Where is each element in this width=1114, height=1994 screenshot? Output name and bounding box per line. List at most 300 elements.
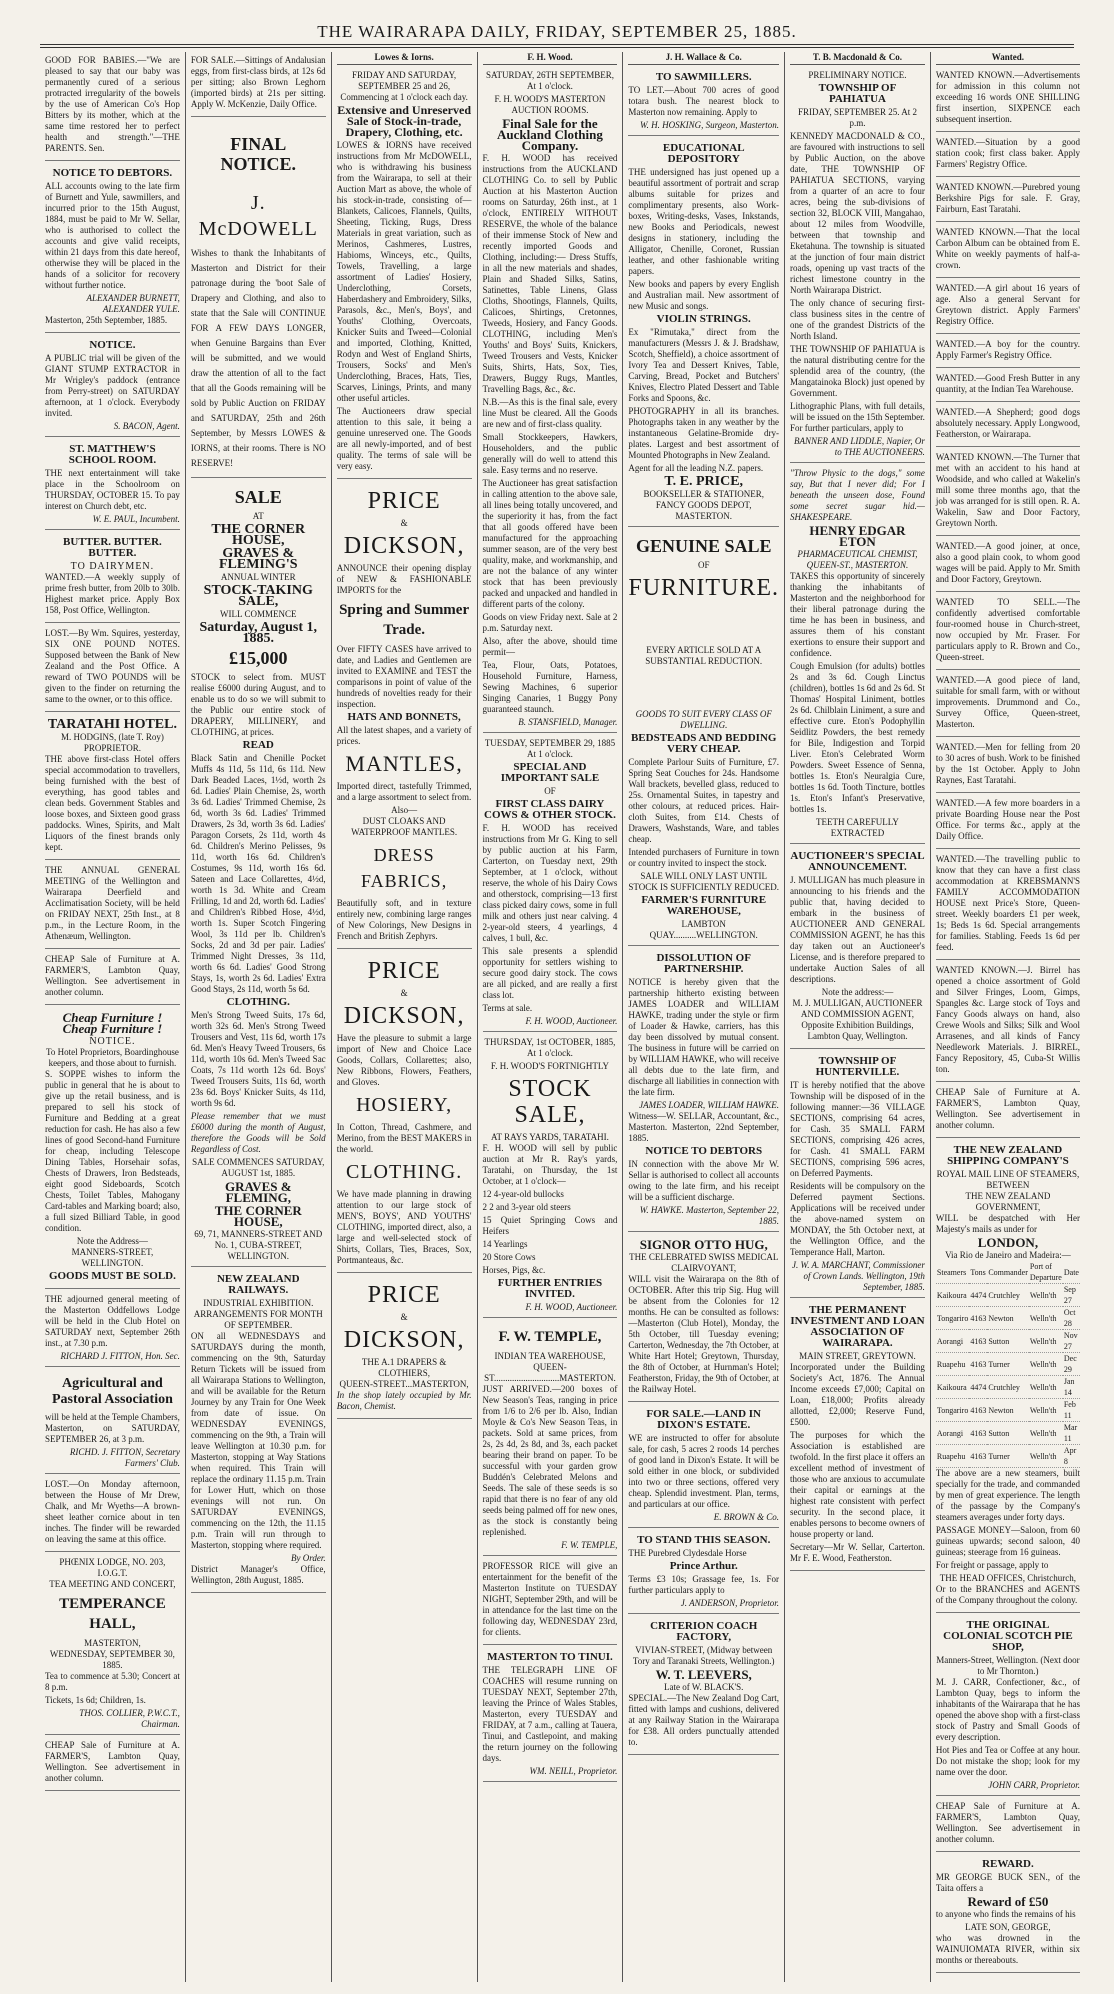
- ad-heading: FOR SALE.—LAND IN DIXON'S ESTATE.: [646, 1408, 762, 1431]
- ad-text: WANTED.—Situation by a good station cook; first class baker. Apply Farmers' Registry Office.: [935, 137, 1080, 169]
- ad-signature: JOHN CARR, Proprietor.: [988, 1780, 1080, 1790]
- ad-signor-hug: [628, 1234, 779, 1402]
- ad-heading: VIOLIN STRINGS.: [656, 313, 751, 325]
- ad-subheading: PHŒNIX LODGE, NO. 203, I.O.G.T.: [59, 1557, 166, 1578]
- ad-address: QUEEN-STREET...MASTERTON,: [339, 1379, 469, 1389]
- ad-text: THE next entertainment will take place in the Schoolroom on THURSDAY, OCTOBER 15. To pay interest on Church debt, etc.: [45, 468, 180, 511]
- list-item: 14 Yearlings: [482, 1239, 528, 1249]
- table-cell: Apr 8: [1063, 1445, 1080, 1468]
- ad-address: QUEEN-ST.............................MASTERTON.: [484, 1362, 616, 1383]
- ad-heading: CLOTHING.: [226, 996, 290, 1008]
- ad-text: WANTED.—A Shepherd; good dogs absolutely necessary. Apply Longwood, Featherston, or Wairarapa.: [935, 407, 1080, 439]
- ad-text: MR GEORGE BUCK SEN., of the Taita offers a: [935, 1872, 1080, 1893]
- ad-signature: F. W. TEMPLE,: [561, 1540, 618, 1550]
- ad-text: WE are instructed to offer for absolute sale, for cash, 5 acres 2 roods 14 perches of good land in Dixon's Estate. It will be sold either in one block, or subdivided into two or three sections, offered very cheap. Splendid investment. Plan, terms, and particulars at our office.: [628, 1433, 780, 1509]
- ad-text: CHEAP Sale of Furniture at A. FARMER'S, Lambton Quay, Wellington. See advertisement in another column.: [935, 1801, 1080, 1844]
- ad-subheading: TEETH CAREFULLY EXTRACTED: [816, 817, 899, 838]
- ad-signature: JAMES LOADER, WILLIAM HAWKE.: [639, 1100, 780, 1110]
- ad-heading: EDUCATIONAL DEPOSITORY: [662, 142, 745, 165]
- ad-subheading: AT: [252, 511, 264, 521]
- column-2: [186, 52, 332, 1982]
- ad-signature: J. ANDERSON, Proprietor.: [680, 1598, 780, 1608]
- ad-text: Please remember that we must £6000 during the month of August, therefore the Goods will be Sold Regardless of Cost.: [190, 1111, 326, 1154]
- ad-subheading: SALE COMMENCES SATURDAY, AUGUST 1st, 1885.: [192, 1157, 325, 1178]
- ad-text: NOTICE is hereby given that the partnership hitherto existing between JAMES LOADER and WILLIAM HAWKE, trading under the style or firm of Loader & Hawke, carriers, has this day been dissolved by mutual consent. The business in future will be carried on by WILLIAM HAWKE, who will receive all debts due to the late firm, and discharge all liabilities in connection with the late firm.: [628, 977, 780, 1097]
- ad-text: The purposes for which the Association is established are twofold. In the first place it offers an excellent method of investment of those who are anxious to accumulate their capital or earnings at the highest rate consistent with perfect security. In the second place, it enables persons to become owners of house property or land.: [790, 1430, 925, 1539]
- table-header: Commander: [987, 1261, 1029, 1284]
- ad-text: A PUBLIC trial will be given of the GIANT STUMP EXTRACTOR in Mr Wrigley's paddock (entrance from Perry-street) on SATURDAY afternoon, at 1 o'clock. Everybody invited.: [45, 353, 180, 418]
- ad-signature: W. H. HOSKING, Surgeon, Masterton.: [639, 120, 780, 130]
- ad-text: PROFESSOR RICE will give an entertainment for the benefit of the Masterton Institute on TUESDAY NIGHT, September 29th, and will be in attendance for the last time on the following day, WEDNESDAY 23rd, for clients.: [482, 1561, 618, 1637]
- ad-temperance: [45, 1554, 180, 1735]
- ad-text: IT is hereby notified that the above Township will be disposed of in the following manner:—36 VILLAGE SECTIONS, comprising 64 acres, for Cash. 35 SMALL FARM SECTIONS, comprising 426 acres, for Cash. 41 SMALL FARM SECTIONS, comprising 596 acres, on Deferred Payments.: [790, 1080, 925, 1178]
- ad-heading: GOODS MUST BE SOLD.: [48, 1270, 176, 1282]
- ad-lost-notes: [45, 625, 180, 712]
- ad-text: WANTED.—A boy for the country. Apply Farmer's Registry Office.: [935, 339, 1080, 360]
- ad-text: LOST.—By Wm. Squires, yesterday, SIX ONE POUND NOTES. Supposed between the Bank of New Zealand and the Post Office. A reward of TWO POUNDS will be given to the finder on returning the same to the owner, or to this office.: [45, 628, 180, 704]
- ad-subheading: OF: [697, 560, 710, 570]
- ad-taratahi-hotel: [45, 714, 180, 860]
- ad-lost-cornice: [45, 1476, 180, 1552]
- ad-heading: ST. MATTHEW'S SCHOOL ROOM.: [68, 443, 157, 466]
- ad-text: CHEAP Sale of Furniture at A. FARMER'S, Lambton Quay, Wellington. See advertisement in another column.: [45, 1740, 180, 1783]
- ad-text: THE undersigned has just opened up a beautiful assortment of portrait and scrap albums suitable for prizes and complimentary presents, also Work-boxes, Writing-desks, Vases, Inkstands, new Books and Periodicals, newest designs in stationery, including the Alligator, Chenille, Coronet, Russian leather, and other fashionable writing papers.: [628, 167, 780, 276]
- ad-text: who was drowned in the WAINUIOMATA RIVER, within six months or thereabouts.: [935, 1933, 1080, 1965]
- ad-heading: CLOTHING.: [346, 1161, 463, 1183]
- ad-text: WILL visit the Wairarapa on the 8th of OCTOBER. After this trip Sig. Hug will be absent from the Colonies for 12 months. He can be consulted as follows:—Masterton (Club Hotel), Monday, the 5th October, till Tuesday evening; Carterton, Wednesday, the 7th October, at White Hart Hotel; Greytown, Thursday, the 8th of October, at Hurnman's Hotel; Featherston, Friday, the 9th of October, at the Railway Hotel.: [628, 1274, 780, 1394]
- ad-text: M. J. MULLIGAN, AUCTIONEER AND COMMISSION AGENT, Opposite Exhibition Buildings, Lambton Quay, Wellington.: [792, 998, 923, 1041]
- wanted-3: [936, 179, 1080, 222]
- ad-heading: PRICE: [367, 1282, 441, 1308]
- ad-text: Residents will be compulsory on the Deferred payment Sections. Applications will be received under the above-named system on MONDAY, the 5th October next, at the Wellington Office, and the Temperance Hall, Marton.: [790, 1181, 925, 1257]
- ad-text: Tickets, 1s 6d; Children, 1s.: [45, 1695, 146, 1705]
- table-row: [936, 1399, 1080, 1422]
- ad-heading: J. McDOWELL: [198, 192, 318, 240]
- ad-text: Cough Emulsion (for adults) bottles 2s and 3s 6d. Cough Linctus (children), bottles 1s 6d and 2s 6d. St Thomas' Hospital Liniment, bottles 2s 6d. Chilblain Liniment, a sure and effective cure. Eton's Podophyllin Seidlitz Powders, the best remedy for Bile, Indigestion and Torpid Liver. Eton's Celebrated Worm Powders. Sweet Essence of Senna, bottles 1s. Eton's Neuralgia Cure, bottles 1s 6d. Tooth Tincture, bottles 1s. Eton's Infant's Preservative, bottles 1s.: [790, 661, 925, 814]
- ad-text: This sale presents a splendid opportunity for settlers wishing to secure good dairy stock. The cows are all picked, and are really a first class lot.: [482, 946, 618, 1000]
- ad-signature: By Order.: [291, 1553, 326, 1563]
- ad-text: CHEAP Sale of Furniture at A. FARMER'S, Lambton Quay, Wellington. See advertisement in another column.: [935, 1087, 1080, 1130]
- column-4: [478, 52, 624, 1982]
- masthead-rule: [40, 44, 1074, 45]
- ad-text: The above are a new steamers, built specially for the trade, and commanded by men of great experience. The length of the passage by the Company's steamers averages under forty days.: [935, 1468, 1080, 1522]
- list-item: 2 2 and 3-year old steers: [482, 1202, 571, 1212]
- table-cell: Feb 11: [1063, 1399, 1080, 1422]
- ad-subheading: AT RAYS YARDS, TARATAHI.: [491, 1132, 609, 1142]
- ad-heading: GENUINE SALE: [635, 536, 772, 556]
- wanted-10: [936, 538, 1080, 592]
- ad-heading: MANTLES,: [345, 751, 463, 776]
- ad-subheading: THE CELEBRATED SWISS MEDICAL CLAIRVOYANT,: [629, 1252, 779, 1273]
- ad-text: Intended purchasers of Furniture in town or country invited to inspect the stock.: [628, 847, 780, 868]
- ad-reward: [936, 1854, 1080, 1973]
- ad-heading: TOWNSHIP OF HUNTERVILLE.: [815, 1055, 900, 1078]
- ad-heading: BEDSTEADS AND BEDDING VERY CHEAP.: [630, 732, 777, 755]
- wanted-1: [936, 67, 1080, 132]
- ad-text: WANTED.—A good joiner, at once, also a good plain cook, to whom good wages will be paid. Apply to Mr. Smith and Door Factory, Greytown.: [935, 541, 1080, 584]
- ad-text: Terms £3 10s; Grassage fee, 1s. For further particulars apply to: [628, 1574, 780, 1595]
- ad-text: WILL be despatched with Her Majesty's mails as under for: [935, 1213, 1080, 1234]
- wanted-5: [936, 280, 1080, 334]
- ad-subheading: MAIN STREET, GREYTOWN.: [799, 1351, 916, 1361]
- ad-text: Men's Strong Tweed Suits, 17s 6d, worth 32s 6d. Men's Strong Tweed Trousers and Vest, 11s 6d, worth 17s 6d. Men's Heavy Tweed Trousers, 6s 11d, worth 10s 6d. Men's Tweed Sac Coats, 7s 11d worth 12s 6d. Boys' Tweed Trousers Suits, 11s 6d, worth 23s 6d. Boys' Knicker Suits, 4s 11d, worth 9s 6d.: [190, 1010, 326, 1108]
- ad-subheading: MASTERTON,: [84, 1638, 141, 1648]
- ad-lowes-extensive: [337, 67, 472, 479]
- ad-text: WANTED.—A few more boarders in a private Boarding House near the Post Office. For terms &c., apply at the Daily Office.: [935, 798, 1080, 841]
- ad-signature: WM. NEILL, Proprietor.: [529, 1766, 618, 1776]
- ad-subheading: Via Rio de Janeiro and Madeira:—: [945, 1250, 1071, 1260]
- ad-date: FRIDAY AND SATURDAY, SEPTEMBER 25 and 26, Commencing at 1 o'clock each day.: [340, 70, 468, 102]
- ad-signature: F. H. WOOD, Auctioneer.: [525, 1016, 618, 1026]
- ad-signature: RICHD. J. FITTON, Secretary Farmers' Club.: [69, 1447, 180, 1468]
- ad-heading: Final Sale for the Auckland Clothing Company.: [497, 116, 603, 153]
- table-cell: Welln'th: [1029, 1307, 1063, 1330]
- ad-text: In the shop lately occupied by Mr. Bacon, Chemist.: [336, 1390, 472, 1411]
- ad-text: The only chance of securing first-class business sites in the centre of one of the grandest Districts of the North Island.: [790, 298, 925, 341]
- wanted-2: [936, 134, 1080, 177]
- ad-agricultural: [45, 1369, 180, 1474]
- ad-sawmillers: [628, 67, 779, 136]
- ad-heading: Saturday, August 1, 1885.: [199, 620, 317, 646]
- ad-subheading: F. H. WOOD'S FORTNIGHTLY: [490, 1061, 609, 1071]
- table-cell: 4474: [969, 1284, 987, 1307]
- table-cell: Kaikoura: [936, 1376, 969, 1399]
- ad-wood-stock-sale: [483, 1034, 618, 1318]
- ad-heading: LONDON,: [977, 1235, 1039, 1250]
- ad-heading: SALE: [234, 487, 282, 507]
- ad-cheap-sale: [45, 951, 180, 1005]
- ad-subheading: PHARMACEUTICAL CHEMIST, QUEEN-ST., MASTERTON.: [797, 549, 918, 570]
- ad-text: IN connection with the above Mr W. Sellar is authorised to collect all accounts owing to the late firm, and his receipt will be a sufficient discharge.: [628, 1159, 780, 1202]
- ad-permanent-investment: [790, 1300, 925, 1571]
- ad-heading: Reward of £50: [967, 1894, 1049, 1909]
- ad-heading: REWARD.: [982, 1858, 1034, 1870]
- column-1: [40, 52, 186, 1982]
- ad-signature: BANNER AND LIDDLE, Napier, Or to THE AUCTIONEERS.: [794, 436, 925, 457]
- ad-subheading: ANNUAL WINTER: [220, 572, 296, 582]
- column-header: Lowes & Iorns.: [337, 52, 472, 65]
- ad-oddfellows: [45, 1291, 180, 1367]
- ad-text: WANTED KNOWN.—The Turner that met with an accident to his hand at Woodside, and who called at Wakelin's mill some three months ago, that the job was arranged for is still open. R. A. Wakelin, Saw and Door Factory, Greytown North.: [935, 452, 1080, 528]
- ad-signature: J. W. A. MARCHANT, Commissioner of Crown Lands. Wellington, 19th September, 1885.: [792, 1260, 925, 1292]
- ad-text: S. SOPPE wishes to inform the public in general that he is about to give up the retail business, and is prepared to sell his stock of Furniture and Bedding at a great reduction for cash. He has also a few lines of good Second-hand Furniture for cheap, including Telescope Dining Tables, Horsehair sofas, Chests of Drawers, Iron Bedsteads, eight good Sideboards, Scotch Chests, Toilet Tables, Mahogany Card-tables and Marking board; also, a full sized Billiard Table, in good condition.: [45, 1069, 180, 1233]
- table-cell: Turner: [987, 1353, 1029, 1376]
- list-item: Horses, Pigs, &c.: [482, 1265, 546, 1275]
- ad-cheap-furniture: [45, 1007, 180, 1289]
- table-row: [936, 1376, 1080, 1399]
- ad-signature: ALEXANDER BURNETT, ALEXANDER YULE.: [86, 293, 180, 314]
- ad-subheading: DUST CLOAKS AND WATERPROOF MANTLES.: [351, 816, 458, 837]
- ad-text: The Auctioneer has great satisfaction in calling attention to the above sale, all lines being totally uncovered, and the superiority it has, from the fact that all goods offered have been manufactured for the approaching summer season, are of the very best quality, make, and workmanship, and are not the balance of any winter stock that has been previously packed and unpacked and handled in different parts of the colony.: [482, 478, 618, 609]
- ad-heading: GRAVES & FLEMING,: [224, 1179, 292, 1205]
- ad-text: Wishes to thank the Inhabitants of Masterton and District for their patronage during the 'boot Sale of Drapery and Clothing, and also to state that the Sale will CONTINUE FOR A FEW DAYS LONGER, when Genuine Bargains than Ever will be submitted, and we would draw the attention of all to the fact that all the Goods remaining will be sold by Public Auction on FRIDAY and SATURDAY, 25th and 26th September, by Messrs LOWES & IORNS, at their rooms. There is NO RESERVE!: [190, 248, 326, 468]
- ad-subheading: WILL COMMENCE: [220, 609, 297, 619]
- table-cell: Newton: [987, 1307, 1029, 1330]
- ad-heading: NEW ZEALAND RAILWAYS.: [216, 1273, 300, 1296]
- ad-date: SATURDAY, 26TH SEPTEMBER, At 1 o'clock.: [485, 70, 614, 91]
- ad-text: Beautifully soft, and in texture entirely new, combining large ranges of New Colorings, New Designs in French and British Zephyrs.: [336, 898, 472, 941]
- ad-text: Have the pleasure to submit a large import of New and Choice Lace Goods, Collars, Collarettes; also, New Ribbons, Flowers, Feathers, and Gloves.: [336, 1033, 472, 1087]
- table-cell: Sutton: [987, 1330, 1029, 1353]
- ad-text: ANNOUNCE their opening display of NEW & FASHIONABLE IMPORTS for the: [336, 563, 472, 595]
- ad-date: Masterton, 25th September, 1885.: [45, 315, 168, 325]
- ad-temple-tea: [483, 1320, 618, 1556]
- ad-subheading: LATE SON, GEORGE,: [965, 1922, 1051, 1932]
- ad-text: Tea to commence at 5.30; Concert at 8 p.m.: [45, 1671, 180, 1692]
- wanted-13: [936, 739, 1080, 793]
- ad-price-dickson-lace: [337, 951, 472, 1273]
- list-item: 15 Quiet Springing Cows and Heifers: [482, 1215, 618, 1236]
- ad-heading: STOCK SALE,: [508, 1076, 592, 1128]
- ad-school-room: [45, 439, 180, 530]
- ad-professor-rice: [483, 1558, 618, 1645]
- ad-butter: [45, 532, 180, 623]
- ad-note: Note the address:—: [821, 987, 894, 997]
- ad-text: LOWES & IORNS have received instructions from Mr McDOWELL, who is withdrawing his business from the Wairarapa, to sell at their Auction Mart as above, the whole of his stock-in-trade, consisting of— Blankets, Calicoes, Flannels, Quilts, Sheeting, Ticking, Rugs, Dress Materials in great variation, such as Merinos, Cashmeres, Lustres, Habioms, Winceys, etc., Quilts, Towels, Travelling, a large assortment of Ladies' Hosiery, Underclothing, Corsets, Haberdashery and Embroidery, Silks, Parasols, &c., Men's, Boys', and Youths' Clothing, Overcoats, Knicker Suits and Tweed—Colonial and imported, Clothing, Knitted, Rodyn and West of England Shirts, Trousers, Socks' and Men's Underclothing, Braces, Hats, Ties, Scarves, Linings, Prints, and many other useful articles.: [336, 140, 472, 403]
- ad-andalusian-eggs: [191, 52, 326, 117]
- wanted-6: [936, 336, 1080, 368]
- ad-text: will be held at the Temple Chambers, Masterton, on SATURDAY, SEPTEMBER 26, at 3 p.m.: [45, 1412, 180, 1444]
- ad-heading: FIRST CLASS DAIRY COWS & OTHER STOCK.: [484, 798, 616, 821]
- ad-subheading: INDUSTRIAL EXHIBITION.: [203, 1298, 314, 1308]
- ad-signature: E. BROWN & Co.: [713, 1512, 780, 1522]
- ad-amp: &: [400, 1312, 408, 1322]
- ad-subheading: INDIAN TEA WAREHOUSE,: [494, 1351, 606, 1361]
- ad-text: Imported direct, tastefully Trimmed, and a large assortment to select from.: [336, 781, 472, 802]
- ad-text: WANTED KNOWN.—That the local Carbon Album can be obtained from E. White on weekly payments of half-a-crown.: [935, 227, 1080, 270]
- table-row: [936, 1330, 1080, 1353]
- column-5: [623, 52, 785, 1982]
- ad-subheading: TEA MEETING AND CONCERT,: [49, 1579, 176, 1589]
- ad-text: KENNEDY MACDONALD & CO., are favoured with instructions to sell by Public Auction, on the above date, THE TOWNSHIP OF PAHIATUA SECTIONS, varying from a quarter of an acre to four acres, being the sub-divisions of section 32, BLOCK VIII, Mangahao, about 12 miles from Woodville, between that township and Eketahuna. The township is situated at the junction of four main district roads, opening up vast tracts of the richest limestone country in the North Wairarapa District.: [790, 131, 925, 295]
- ad-text: Terms at sale.: [482, 1003, 533, 1013]
- table-cell: Aorangi: [936, 1422, 969, 1445]
- masthead: [0, 0, 1114, 48]
- ad-text: GOODS TO SUIT EVERY CLASS OF DWELLING.: [635, 709, 772, 730]
- table-cell: Sep 27: [1063, 1284, 1080, 1307]
- ad-heading: THE CORNER HOUSE,: [211, 522, 306, 548]
- ad-notice-debtors: [45, 163, 180, 333]
- wanted-12: [936, 672, 1080, 737]
- column-7: [931, 52, 1085, 1982]
- table-cell: Welln'th: [1029, 1445, 1063, 1468]
- ad-educational-depository: [628, 138, 779, 527]
- ad-heading: HOSIERY,: [356, 1094, 453, 1116]
- wanted-7: [936, 370, 1080, 402]
- ad-text: THE TOWNSHIP OF PAHIATUA is the natural distributing centre for the splendid area of the country, (the Mangatainoka Block) just opened by Government.: [790, 344, 925, 398]
- ad-amp: &: [400, 988, 408, 998]
- table-cell: Aorangi: [936, 1330, 969, 1353]
- ad-subheading: BETWEEN: [986, 1180, 1030, 1190]
- ad-text: WANTED KNOWN.—Purebred young Berkshire Pigs for sale. F. Gray, Fairburn, East Taratahi.: [935, 182, 1080, 214]
- ad-heading: DICKSON,: [343, 533, 465, 559]
- ad-text: WANTED.—The travelling public to know that they can have a first class accommodation at KREBSMANN'S FAMILY ACCOMMODATION HOUSE next Price's Store, Queen-street. Weekly boarders £1 per week, 1s; Beds 1s 6d. Special arrangements for families. Stabling. Feeds 1s 6d per feed.: [935, 854, 1080, 952]
- ad-heading: READ: [242, 739, 274, 751]
- list-item: 20 Store Cows: [482, 1252, 536, 1262]
- ad-date: WEDNESDAY, SEPTEMBER 30, 1885.: [49, 1649, 175, 1670]
- ad-graves-fleming: [191, 480, 326, 1267]
- ad-text: Ex "Rimutaka," direct from the manufacturers (Messrs J. & J. Bradshaw, Scotch, Sheffield), a choice assortment of Ivory Tea and Dessert Knives, Table, Carving, Bread, Pocket and Butchers' Knives, Electro Plated Dessert and Table Forks and Spoons, &c.: [628, 327, 780, 403]
- ad-heading: DICKSON,: [343, 1003, 465, 1029]
- table-cell: Tongariro: [936, 1307, 969, 1330]
- table-cell: Crutchley: [987, 1284, 1029, 1307]
- ad-address: 69, 71, MANNERS-STREET AND No. 1, CUBA-STREET, WELLINGTON.: [194, 1229, 323, 1261]
- ad-text: We have made planning in drawing attention to our large stock of MEN'S, BOYS', AND YOUTHS' CLOTHING, imported direct, also, a large and well-selected stock of Shirts, Collars, Ties, Braces, Sox, Portmanteaus, &c.: [336, 1189, 472, 1265]
- ad-wood-final-sale: [483, 67, 618, 733]
- ad-heading: PRICE: [367, 488, 441, 514]
- table-cell: 4163: [969, 1422, 987, 1445]
- ad-text: Black Satin and Chenille Pocket Muffs 4s 11d, 5s 11d, 6s 11d. New Dark Beaded Laces, 1½d, worth 2s 6d. Ladies' Plain Chemise, 2s, worth 3s 6d. Ladies' Trimmed Chemise, 2s 6d, worth 3s 6d. Ladies' Trimmed Drawers, 2s 3d, worth 3s 6d. Ladies' Paragon Corsets, 2s 11d, worth 4s 6d. Children's Merino Pelisses, 9s 11d, worth 16s 6d. Children's Costumes, 9s 11d, worth 16s 6d. Sateen and Lace Collarettes, 4½d, worth 1s 3d. White and Cream Frilling, 1d and 2d, worth 6d. Ladies' and Children's Ribbed Hose, 4½d, worth 1s. Super Scotch Fingering Wool, 3s 11d per lb. Children's Socks, 2d and 3d per pair. Ladies' Trimmed Night Dresses, 3s 11d, worth 6s 6d. Ladies' Good Strong Stays, 1s, worth 2s 6d. Ladies' Extra Good Stays, 2s 11d, worth 5s 6d.: [190, 753, 326, 994]
- ad-heading: W. T. LEEVERS,: [655, 1667, 752, 1682]
- ad-text: PHOTOGRAPHY in all its branches. Photographs taken in any weather by the instantaneous Gelatine-Bromide dry-plates. Largest and best assortment of Mounted Photographs in New Zealand.: [628, 406, 780, 460]
- ad-cheap-sale-2: [45, 1737, 180, 1791]
- ad-heading: Cheap Furniture ! Cheap Furniture !: [62, 1010, 163, 1036]
- ad-text: ON all WEDNESDAYS and SATURDAYS during the month, commencing on the 9th, Saturday Return Tickets will be issued from all Wairarapa Stations to Wellington, and will be available for the Return Journey by any Train for One Week from date of issue. On WEDNESDAY EVENINGS, commencing on the 9th, a Train will leave Wellington at 10.30 p.m. for Masterton, stopping at Way Stations when required. This Train will replace the ordinary 11.15 p.m. Train for Lower Hutt, which on those evenings will not run. On SATURDAY EVENINGS, commencing on the 12th, the 11.15 p.m. Train will run through to Masterton, stopping where required.: [190, 1331, 326, 1550]
- ad-text: Tea, Flour, Oats, Potatoes, Household Furniture, Harness, Sewing Machines, 6 superior Singing Canaries, 1 Buggy Pony guaranteed staunch.: [482, 660, 618, 714]
- table-header-row: [936, 1261, 1080, 1284]
- wanted-15: [936, 851, 1080, 960]
- ad-wood-dairy: [483, 735, 618, 1032]
- ad-text: THE TELEGRAPH LINE OF COACHES will resume running on TUESDAY NEXT, September 27th, leaving the Prince of Wales Stables, Masterton, every TUESDAY and FRIDAY, at 7 a.m., calling at Tauera, Tinui, and Castlepoint, and making the return journey on the following days.: [482, 1665, 618, 1763]
- ad-shipping: [936, 1140, 1080, 1613]
- table-row: [936, 1422, 1080, 1445]
- table-row: [936, 1353, 1080, 1376]
- table-cell: 4163: [969, 1307, 987, 1330]
- ad-heading: Prince Arthur.: [669, 1560, 738, 1572]
- ad-address: Manners-Street, Wellington. (Next door to Mr Thornton.): [936, 1655, 1080, 1676]
- ad-heading: TEMPERANCE HALL,: [59, 1596, 166, 1632]
- table-cell: Welln'th: [1029, 1376, 1063, 1399]
- ad-heading: FARMER'S FURNITURE WAREHOUSE,: [641, 894, 767, 917]
- ad-heading: TARATAHI HOTEL.: [47, 717, 177, 732]
- ad-text: to anyone who finds the remains of his: [935, 1909, 1076, 1919]
- ad-heading: SPECIAL AND IMPORTANT SALE: [500, 761, 600, 784]
- ad-scotch-pie: [936, 1615, 1080, 1796]
- ad-text: GOOD FOR BABIES.—"We are pleased to say that our baby was permanently cured of a serious protracted irregularity of the bowels by the use of American Co's Hop Bitters by its mother, which at the same time restored her to perfect health and strength."—THE PARENTS. Sen.: [45, 55, 180, 153]
- ad-text: Lithographic Plans, with full details, will be issued on the 15th September. For further particulars, apply to: [790, 401, 925, 433]
- ad-text: Also, after the above, should time permit—: [482, 636, 618, 657]
- ad-text: SPECIAL.—The New Zealand Dog Cart, fitted with lamps and cushions, delivered at any Railway Station in the Wairarapa for £38. All orders punctually attended to.: [628, 1693, 780, 1747]
- ad-text: Small Stockkeepers, Hawkers, Householders, and the public generally will do well to attend this sale. Easy terms and no reserve.: [482, 432, 618, 475]
- ad-price-dickson-spring: [337, 481, 472, 949]
- ad-signature: F. H. WOOD, Auctioneer.: [525, 1302, 618, 1312]
- ad-note: Note the Address—: [76, 1236, 148, 1246]
- ad-dixon-estate: [628, 1404, 779, 1528]
- table-row: [936, 1307, 1080, 1330]
- table-cell: Ruapehu: [936, 1445, 969, 1468]
- ad-hop-bitters: [45, 52, 180, 161]
- ad-signature: B. STANSFIELD, Manager.: [518, 717, 618, 727]
- table-header: Date: [1063, 1261, 1080, 1284]
- ad-text: New books and papers by every English and Australian mail. New assortment of new Music and songs.: [628, 279, 780, 311]
- ad-subheading: PRELIMINARY NOTICE.: [808, 70, 907, 80]
- ad-heading: MASTERTON TO TINUI.: [487, 1651, 613, 1663]
- ad-subheading: ARRANGEMENTS FOR MONTH OF SEPTEMBER.: [193, 1309, 323, 1330]
- ad-heading: HATS AND BONNETS,: [347, 711, 461, 723]
- ad-heading: NOTICE TO DEBTORS.: [52, 167, 173, 179]
- ad-subheading: THE A.1 DRAPERS & CLOTHIERS,: [361, 1357, 447, 1378]
- sailings-table: [936, 1261, 1080, 1468]
- ad-subheading: VIVIAN-STREET, (Midway between Tory and Taranaki Streets, Wellington.): [632, 1645, 775, 1666]
- ad-heading: Agricultural and Pastoral Association: [51, 1376, 173, 1407]
- ad-text: District Manager's Office, Wellington, 28th August, 1885.: [190, 1564, 326, 1585]
- ad-text: THE Purebred Clydesdale Horse: [628, 1548, 747, 1558]
- ad-heading: SIGNOR OTTO HUG,: [639, 1237, 768, 1252]
- ad-text: "Throw Physic to the dogs," some say, But that I never did; For I beneath the unseen dose, Found some secret sugar hid.—SHAKESPEARE.: [790, 468, 925, 522]
- ad-address: MANNERS-STREET, WELLINGTON.: [71, 1247, 154, 1268]
- ad-text: F. H. WOOD has received instructions from Mr G. King to sell by public auction at his Farm, Carterton, on Tuesday next, 29th September, at 1 o'clock, without reserve, the whole of his Dairy Cows and otherstock, comprising—13 first class picked dairy cows, some in full milk and others just near calving. 4 2-year-old steers, 4 yearlings, 4 calves, 1 bull, &c.: [482, 823, 618, 943]
- ad-stump-extractor: [45, 335, 180, 437]
- ad-text: LOST.—On Monday afternoon, between the House of Mr Drew, Chalk, and Mr Wyeths—A brown-sheet leather cornice about in ten inches. The finder will be rewarded on leaving the same at this office.: [45, 1479, 180, 1544]
- ad-pahiatua: [790, 67, 925, 463]
- ad-text: WANTED.—A girl about 16 years of age. Also a general Servant for Greytown district. Apply Farmers' Registry Office.: [935, 283, 1080, 326]
- ad-text: In Cotton, Thread, Cashmere, and Merino, from the BEST MAKERS in the world.: [336, 1122, 472, 1154]
- ad-text: CHEAP Sale of Furniture at A. FARMER'S, Lambton Quay, Wellington. See advertisement in another column.: [45, 954, 180, 997]
- column-header: F. H. Wood.: [483, 52, 618, 65]
- table-cell: Welln'th: [1029, 1422, 1063, 1445]
- ad-signature: S. BACON, Agent.: [113, 421, 180, 431]
- column-header: Wanted.: [936, 52, 1080, 65]
- ad-prince-arthur: [628, 1530, 779, 1614]
- ad-subheading: ROYAL MAIL LINE OF STEAMERS,: [936, 1169, 1080, 1179]
- ad-text: JUST ARRIVED.—200 boxes of New Season's Teas, ranging in price from 1/6 to 2/6 per lb. Also, Indian Moyle & Co's New Season Teas, in packets. Sold at same prices, from 2s, 2s 4d, 2s 8d, and 3s, each packet bearing their brand on paper. To be successful with your garden grow Buddén's Celebrated Melons and Seeds. The sale of these seeds is so rapid that there is no fear of any old seeds being palmed off for new ones, as the stock is constantly being replenished.: [482, 1384, 618, 1537]
- ad-date: FRIDAY, SEPTEMBER 25. At 2 p.m.: [797, 107, 917, 128]
- ad-amp: &: [400, 518, 408, 528]
- ad-genuine-furniture: [628, 529, 779, 946]
- ad-mcdowell: [191, 119, 326, 478]
- ad-signature: THOS. COLLIER, P.W.C.T., Chairman.: [79, 1708, 180, 1729]
- ad-heading: PRICE: [367, 958, 441, 984]
- ad-eton-chemist: [790, 465, 925, 844]
- ad-text: EVERY ARTICLE SOLD AT A SUBSTANTIAL REDUCTION.: [645, 645, 763, 666]
- wanted-9: [936, 449, 1080, 536]
- ad-text: THE adjourned general meeting of the Masterton Oddfellows Lodge will be held in the Club Hotel on SATURDAY next, September 26th inst., at 7.30 p.m.: [45, 1294, 180, 1348]
- table-cell: 4474: [969, 1376, 987, 1399]
- ad-text: For freight or passage, apply to: [935, 1560, 1049, 1570]
- ad-text: THE ANNUAL GENERAL MEETING of the Wellington and Wairarapa Deerfield and Acclimatisation Society, will be held on FRIDAY NEXT, 25th Inst., at 8 p.m., in the Lecture Room, in the Athenæum, Wellington.: [45, 865, 180, 941]
- ad-text: WANTED.—Good Fresh Butter in any quantity, at the Indian Tea Warehouse.: [935, 373, 1080, 394]
- ad-subheading: BOOKSELLER & STATIONER, FANCY GOODS DEPOT, MASTERTON.: [643, 489, 764, 521]
- ad-text: N.B.—As this is the final sale, every line Must be cleared. All the Goods are new and of first-class quality.: [482, 397, 618, 429]
- ad-heading: TOWNSHIP OF PAHIATUA: [818, 82, 897, 105]
- ad-text: Hot Pies and Tea or Coffee at any hour. Do not mistake the shop; look for my name over the door.: [935, 1745, 1080, 1777]
- column-3: [332, 52, 478, 1982]
- wanted-16: [936, 962, 1080, 1082]
- ad-text: The Auctioneers draw special attention to this sale, it being a genuine unreserved one. The Goods are all newly-imported, and of best quality. The terms of sale will be very easy.: [336, 406, 472, 471]
- wanted-11: [936, 594, 1080, 670]
- table-cell: Oct 28: [1063, 1307, 1080, 1330]
- ad-text: All the latest shapes, and a variety of prices.: [336, 725, 472, 746]
- ad-text: THE above first-class Hotel offers special accommodation to travellers, being furnished with the best of everything, has good tables and clean beds. Government Stables and loose boxes, and Sixteen good grass paddocks. Wines, Spirits, and Malt Liquors of the finest brands only kept.: [45, 754, 180, 852]
- ad-heading: THE NEW ZEALAND SHIPPING COMPANY'S: [947, 1144, 1069, 1167]
- ad-text: SALE WILL ONLY LAST UNTIL STOCK IS SUFFICIENTLY REDUCED.: [628, 871, 780, 892]
- ad-text: J. MULLIGAN has much pleasure in announcing to his friends and the public that, having decided to embark in the business of AUCTIONEER AND GENERAL COMMISSION AGENT, he has this day taken out an Auctioneer's License, and is therefore prepared to undertake Auction Sales of all descriptions.: [790, 875, 925, 984]
- table-cell: Nov 27: [1063, 1330, 1080, 1353]
- ad-text: Over FIFTY CASES have arrived to date, and Ladies and Gentlemen are invited to EXAMINE and TEST the comparisons in point of value of the hundreds of novelties ready for their inspection.: [336, 644, 472, 709]
- ad-cheap-sale-4: [936, 1798, 1080, 1852]
- table-cell: Mar 11: [1063, 1422, 1080, 1445]
- ad-subheading: To Hotel Proprietors, Boardinghouse keepers, and those about to furnish.: [45, 1047, 179, 1068]
- table-cell: Tongariro: [936, 1399, 969, 1422]
- table-cell: 4163: [969, 1330, 987, 1353]
- masthead-title: THE WAIRARAPA DAILY, FRIDAY, SEPTEMBER 25, 1885.: [317, 22, 797, 41]
- table-cell: Crutchley: [987, 1376, 1029, 1399]
- ad-text: Witness—W. SELLAR, Accountant, &c., Masterton. Masterton, 22nd September, 1885.: [628, 1111, 780, 1143]
- ad-text: Complete Parlour Suits of Furniture, £7. Spring Seat Couches for 24s. Handsome Wall brackets, bevelled glass, reduced to 25s. Ornamental Suites, in tapestry and other colours, at reduced prices. Hair-cloth Suites, from £14. Chests of Drawers, Washstands, Ware, and tables cheap.: [628, 757, 780, 844]
- table-cell: Ruapehu: [936, 1353, 969, 1376]
- column-header: J. H. Wallace & Co.: [628, 52, 779, 65]
- ad-heading: T. E. PRICE,: [664, 474, 744, 489]
